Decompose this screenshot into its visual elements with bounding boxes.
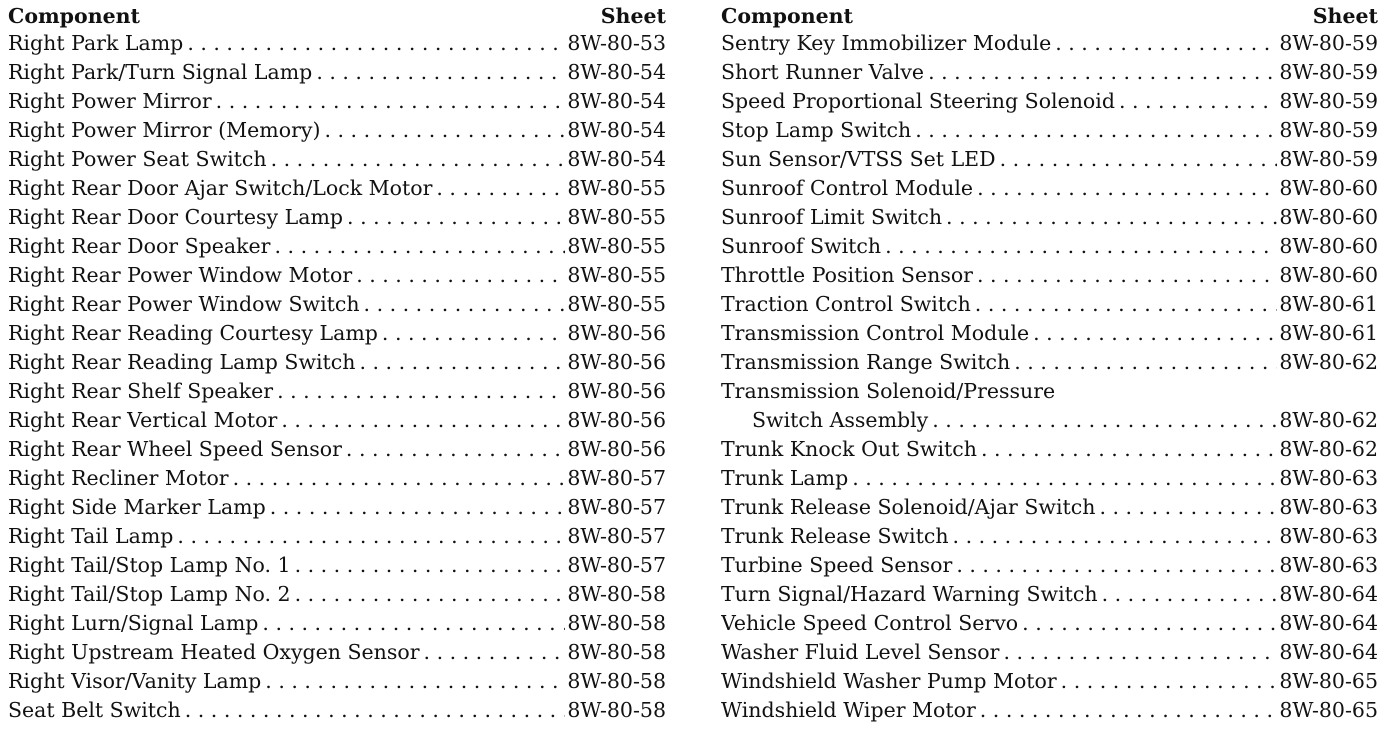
component-name: Right Rear Door Ajar Switch/Lock Motor (8, 176, 433, 200)
sheet-number: 8W-80-54 (567, 89, 666, 113)
sheet-number: 8W-80-57 (567, 466, 666, 490)
sheet-number: 8W-80-54 (567, 118, 666, 142)
sheet-number: 8W-80-58 (567, 611, 666, 635)
dot-leader (956, 551, 1277, 580)
dot-leader (981, 435, 1277, 464)
dot-leader (424, 638, 566, 667)
component-row (721, 203, 1378, 232)
sheet-number: 8W-80-55 (567, 234, 666, 258)
sheet-number: 8W-80-59 (1279, 31, 1378, 55)
dot-leader (975, 290, 1278, 319)
component-name: Right Rear Power Window Motor (8, 263, 353, 287)
component-row (8, 522, 666, 551)
component-row (8, 116, 666, 145)
component-name: Transmission Range Switch (721, 350, 1011, 374)
sheet-number: 8W-80-64 (1279, 582, 1378, 606)
component-name: Sunroof Switch (721, 234, 882, 258)
component-name: Traction Control Switch (721, 292, 971, 316)
dot-leader (436, 174, 565, 203)
component-name: Right Tail/Stop Lamp No. 2 (8, 582, 291, 606)
component-row (721, 464, 1378, 493)
component-row (8, 609, 666, 638)
sheet-number: 8W-80-55 (567, 176, 666, 200)
component-row (721, 319, 1378, 348)
component-name: Throttle Position Sensor (721, 263, 973, 287)
sheet-number: 8W-80-60 (1279, 263, 1378, 287)
component-row (721, 145, 1378, 174)
component-name: Switch Assembly (752, 408, 929, 432)
component-row (8, 348, 666, 377)
sheet-number: 8W-80-55 (567, 292, 666, 316)
dot-leader (977, 261, 1277, 290)
dot-leader (185, 696, 566, 725)
dot-leader (977, 174, 1277, 203)
sheet-number: 8W-80-58 (567, 582, 666, 606)
sheet-number: 8W-80-57 (567, 553, 666, 577)
dot-leader (1014, 348, 1277, 377)
sheet-number: 8W-80-55 (567, 205, 666, 229)
component-name: Transmission Solenoid/Pressure (721, 379, 1056, 403)
component-row (721, 435, 1378, 464)
component-row (721, 116, 1378, 145)
dot-leader (295, 551, 566, 580)
component-row (721, 58, 1378, 87)
left-component-list (8, 29, 666, 725)
sheet-number: 8W-80-54 (567, 147, 666, 171)
sheet-number: 8W-80-59 (1279, 147, 1378, 171)
component-name: Right Rear Power Window Switch (8, 292, 360, 316)
component-row (721, 232, 1378, 261)
component-row (721, 29, 1378, 58)
sheet-number: 8W-80-57 (567, 495, 666, 519)
component-name: Right Park Lamp (8, 31, 184, 55)
component-row (721, 667, 1378, 696)
component-name: Right Rear Door Courtesy Lamp (8, 205, 344, 229)
component-row (8, 667, 666, 696)
component-name: Windshield Washer Pump Motor (721, 669, 1057, 693)
dot-leader (359, 348, 565, 377)
sheet-number: 8W-80-62 (1279, 408, 1378, 432)
sheet-number: 8W-80-63 (1279, 495, 1378, 519)
component-row (8, 580, 666, 609)
component-name: Right Tail Lamp (8, 524, 174, 548)
component-name: Right Rear Wheel Speed Sensor (8, 437, 342, 461)
sheet-number: 8W-80-62 (1279, 437, 1378, 461)
sheet-number: 8W-80-58 (567, 669, 666, 693)
component-row (8, 377, 666, 406)
sheet-number: 8W-80-56 (567, 321, 666, 345)
sheet-number: 8W-80-56 (567, 408, 666, 432)
component-row (8, 435, 666, 464)
sheet-number: 8W-80-54 (567, 60, 666, 84)
sheet-number: 8W-80-60 (1279, 205, 1378, 229)
component-name: Right Lurn/Signal Lamp (8, 611, 259, 635)
dot-leader (382, 319, 565, 348)
component-name: Right Power Seat Switch (8, 147, 267, 171)
component-row (8, 406, 666, 435)
component-row (8, 696, 666, 725)
component-name: Right Visor/Vanity Lamp (8, 669, 262, 693)
dot-leader (265, 667, 565, 696)
component-row (721, 551, 1378, 580)
dot-leader (1055, 29, 1277, 58)
component-name: Seat Belt Switch (8, 698, 181, 722)
right-column-header (721, 3, 1378, 29)
sheet-number: 8W-80-57 (567, 524, 666, 548)
component-row (721, 580, 1378, 609)
dot-leader (347, 203, 565, 232)
component-name: Right Park/Turn Signal Lamp (8, 60, 313, 84)
component-name: Short Runner Valve (721, 60, 925, 84)
component-name: Turbine Speed Sensor (721, 553, 953, 577)
component-name: Right Rear Reading Lamp Switch (8, 350, 356, 374)
component-row (721, 696, 1378, 725)
component-row (721, 493, 1378, 522)
component-name: Right Upstream Heated Oxygen Sensor (8, 640, 420, 664)
sheet-number: 8W-80-62 (1279, 350, 1378, 374)
sheet-number: 8W-80-58 (567, 640, 666, 664)
component-name: Trunk Release Solenoid/Ajar Switch (721, 495, 1096, 519)
dot-leader (915, 116, 1277, 145)
dot-leader (1022, 609, 1277, 638)
dot-leader (316, 58, 565, 87)
component-row (721, 261, 1378, 290)
component-row (8, 232, 666, 261)
sheet-heading: Sheet (1312, 4, 1378, 28)
sheet-number: 8W-80-56 (567, 437, 666, 461)
component-name: Vehicle Speed Control Servo (721, 611, 1019, 635)
sheet-number: 8W-80-60 (1279, 176, 1378, 200)
sheet-number: 8W-80-61 (1279, 292, 1378, 316)
component-row (721, 406, 1378, 435)
left-column-header (8, 3, 666, 29)
dot-leader (1099, 493, 1277, 522)
dot-leader (177, 522, 565, 551)
dot-leader (1061, 667, 1278, 696)
component-row (8, 87, 666, 116)
component-row (721, 87, 1378, 116)
component-name: Turn Signal/Hazard Warning Switch (721, 582, 1098, 606)
component-row (721, 174, 1378, 203)
component-heading: Component (721, 4, 854, 28)
dot-leader (270, 493, 566, 522)
dot-leader (187, 29, 565, 58)
component-row (8, 174, 666, 203)
dot-leader (275, 232, 566, 261)
sheet-number: 8W-80-63 (1279, 553, 1378, 577)
dot-leader (233, 464, 566, 493)
component-name: Right Rear Door Speaker (8, 234, 271, 258)
component-name: Right Side Marker Lamp (8, 495, 266, 519)
component-row (8, 261, 666, 290)
component-name: Sunroof Control Module (721, 176, 974, 200)
sheet-number: 8W-80-64 (1279, 640, 1378, 664)
dot-leader (356, 261, 565, 290)
dot-leader (271, 145, 566, 174)
sheet-number: 8W-80-59 (1279, 60, 1378, 84)
sheet-number: 8W-80-60 (1279, 234, 1378, 258)
dot-leader (364, 290, 566, 319)
dot-leader (953, 522, 1278, 551)
sheet-heading: Sheet (600, 4, 666, 28)
component-row (8, 638, 666, 667)
component-name: Trunk Knock Out Switch (721, 437, 977, 461)
dot-leader (932, 406, 1277, 435)
dot-leader (346, 435, 565, 464)
right-component-list (721, 29, 1378, 725)
dot-leader (928, 58, 1277, 87)
sheet-number: 8W-80-63 (1279, 524, 1378, 548)
component-row (8, 551, 666, 580)
component-name: Transmission Control Module (721, 321, 1030, 345)
component-name: Speed Proportional Steering Solenoid (721, 89, 1115, 113)
component-name: Right Rear Reading Courtesy Lamp (8, 321, 378, 345)
component-row (8, 145, 666, 174)
component-name: Right Recliner Motor (8, 466, 229, 490)
sheet-number: 8W-80-61 (1279, 321, 1378, 345)
component-name: Right Power Mirror (Memory) (8, 118, 321, 142)
component-name: Sentry Key Immobilizer Module (721, 31, 1052, 55)
component-row (721, 609, 1378, 638)
component-name: Sunroof Limit Switch (721, 205, 943, 229)
sheet-number: 8W-80-59 (1279, 89, 1378, 113)
dot-leader (1003, 638, 1277, 667)
right-column (721, 3, 1378, 725)
sheet-number: 8W-80-56 (567, 379, 666, 403)
component-row (721, 377, 1378, 406)
dot-leader (1000, 145, 1278, 174)
left-column (8, 3, 666, 725)
component-heading: Component (8, 4, 141, 28)
sheet-number: 8W-80-53 (567, 31, 666, 55)
component-name: Right Power Mirror (8, 89, 212, 113)
component-row (8, 319, 666, 348)
dot-leader (1033, 319, 1277, 348)
dot-leader (324, 116, 565, 145)
component-name: Trunk Lamp (721, 466, 849, 490)
dot-leader (216, 87, 566, 116)
component-row (721, 348, 1378, 377)
dot-leader (885, 232, 1277, 261)
sheet-number: 8W-80-65 (1279, 698, 1378, 722)
component-name: Right Rear Shelf Speaker (8, 379, 274, 403)
dot-leader (295, 580, 566, 609)
dot-leader (946, 203, 1277, 232)
component-row (8, 464, 666, 493)
component-row (8, 493, 666, 522)
component-name: Washer Fluid Level Sensor (721, 640, 1000, 664)
component-row (8, 29, 666, 58)
component-row (721, 522, 1378, 551)
dot-leader (1102, 580, 1278, 609)
sheet-number: 8W-80-63 (1279, 466, 1378, 490)
sheet-number: 8W-80-65 (1279, 669, 1378, 693)
component-row (721, 290, 1378, 319)
dot-leader (980, 696, 1278, 725)
component-row (721, 638, 1378, 667)
sheet-number: 8W-80-59 (1279, 118, 1378, 142)
component-name: Trunk Release Switch (721, 524, 949, 548)
sheet-number: 8W-80-56 (567, 350, 666, 374)
dot-leader (852, 464, 1277, 493)
dot-leader (277, 377, 565, 406)
component-row (8, 203, 666, 232)
dot-leader (281, 406, 565, 435)
sheet-number: 8W-80-58 (567, 698, 666, 722)
sheet-number: 8W-80-64 (1279, 611, 1378, 635)
component-name: Windshield Wiper Motor (721, 698, 976, 722)
component-row (8, 58, 666, 87)
component-name: Right Tail/Stop Lamp No. 1 (8, 553, 291, 577)
component-name: Right Rear Vertical Motor (8, 408, 278, 432)
sheet-number: 8W-80-55 (567, 263, 666, 287)
component-name: Sun Sensor/VTSS Set LED (721, 147, 996, 171)
dot-leader (262, 609, 565, 638)
component-row (8, 290, 666, 319)
component-name: Stop Lamp Switch (721, 118, 912, 142)
dot-leader (1119, 87, 1277, 116)
